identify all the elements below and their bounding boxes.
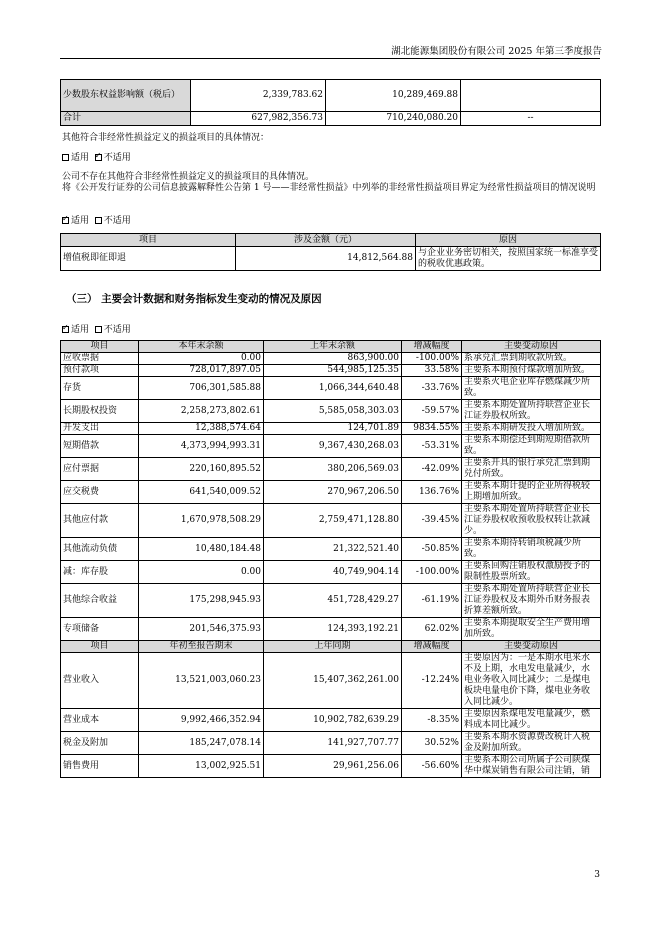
- checkbox-checked-icon[interactable]: [62, 326, 69, 333]
- cell-reason: 主要系本期处置所持联营企业长江证券股权及本期外币财务报表折算差额所致。: [462, 584, 601, 618]
- header-cell: 项目: [61, 641, 139, 653]
- cell-cur: 220,160,895.52: [139, 458, 264, 481]
- table-row: [61, 423, 601, 435]
- cell-chg: -53.31%: [402, 435, 462, 458]
- checkbox-icon[interactable]: [95, 326, 102, 333]
- cell-item: 增值税即征即退: [61, 247, 236, 271]
- table-row: [61, 377, 601, 400]
- cell-chg: 136.76%: [402, 481, 462, 504]
- cell-cur: 2,258,273,802.61: [139, 400, 264, 423]
- cell-prev: 2,759,471,128.80: [264, 504, 402, 538]
- cell-prev: 270,967,206.50: [264, 481, 402, 504]
- cell-note: --: [461, 112, 601, 126]
- cell-prev: 544,985,125.35: [264, 365, 402, 377]
- cell-chg: 33.58%: [402, 365, 462, 377]
- option-row: [62, 322, 131, 335]
- cell-prev: 124,393,192.21: [264, 618, 402, 641]
- cell-cur: 13,002,925.51: [139, 755, 264, 778]
- cell-cur: 0.00: [139, 353, 264, 365]
- cell-item: 税金及附加: [61, 732, 139, 755]
- checkbox-icon[interactable]: [95, 217, 102, 224]
- cell-ytd: 10,289,469.88: [326, 80, 461, 112]
- header-cell: 增减幅度: [402, 641, 462, 653]
- table-header-row: [61, 341, 601, 353]
- table-row: [61, 353, 601, 365]
- cell-chg: -39.45%: [402, 504, 462, 538]
- cell-item: 减：库存股: [61, 561, 139, 584]
- cell-reason: 主要系开具的银行承兑汇票到期兑付所致。: [462, 458, 601, 481]
- table-header-row: [61, 234, 601, 247]
- row-label: 少数股东权益影响额（税后）: [61, 80, 191, 112]
- cell-prev: 10,902,782,639.29: [264, 709, 402, 732]
- page-number: 3: [594, 870, 600, 880]
- cell-prev: 863,900.00: [264, 353, 402, 365]
- cell-chg: -61.19%: [402, 584, 462, 618]
- header-cell: 项目: [61, 341, 139, 353]
- table-row: [61, 709, 601, 732]
- table-row: [61, 458, 601, 481]
- cell-item: 应付票据: [61, 458, 139, 481]
- cell-reason: 与企业业务密切相关，按照国家统一标准享受的税收优惠政策。: [416, 247, 601, 271]
- cell-prev: 29,961,256.06: [264, 755, 402, 778]
- cell-cur: 12,388,574.64: [139, 423, 264, 435]
- cell-prev: 451,728,429.27: [264, 584, 402, 618]
- cell-chg: -33.76%: [402, 377, 462, 400]
- recurring-items-table: [60, 233, 601, 271]
- checkbox-icon[interactable]: [62, 154, 69, 161]
- no-other-items-text: 公司不存在其他符合非经常性损益定义的损益项目的具体情况。: [62, 172, 315, 182]
- table-row: [61, 618, 601, 641]
- cell-reason: 主要系本期处置所持联营企业长江证券股权所致。: [462, 400, 601, 423]
- cell-chg: -100.00%: [402, 561, 462, 584]
- cell-item: 开发支出: [61, 423, 139, 435]
- header-cell: 原因: [416, 234, 601, 247]
- non-recurring-table-tail: [60, 79, 601, 126]
- option-label: 适用: [71, 216, 90, 226]
- cell-prev: 380,206,569.03: [264, 458, 402, 481]
- cell-reason: 主要系本期公司所属子公司陕煤华中煤炭销售有限公司注销，销: [462, 755, 601, 778]
- cell-chg: 9834.55%: [402, 423, 462, 435]
- cell-item: 应收票据: [61, 353, 139, 365]
- cell-reason: 主要系火电企业库存燃煤减少所致。: [462, 377, 601, 400]
- header-cell: 主要变动原因: [462, 641, 601, 653]
- cell-current: 627,982,356.73: [191, 112, 326, 126]
- cell-cur: 4,373,994,993.31: [139, 435, 264, 458]
- cell-reason: 系承兑汇票到期收款所致。: [462, 353, 601, 365]
- header-rule: [60, 58, 600, 59]
- header-cell: 年初至报告期末: [139, 641, 264, 653]
- cell-item: 存货: [61, 377, 139, 400]
- cell-reason: 主要系本期处置所持联营企业长江证券股权收预收股权转让款减少。: [462, 504, 601, 538]
- cell-reason: 主要系本期偿还到期短期借款所致。: [462, 435, 601, 458]
- table-row: [61, 504, 601, 538]
- option-label: 不适用: [103, 325, 131, 335]
- cell-prev: 15,407,362,261.00: [264, 653, 402, 709]
- row-label: 合计: [61, 112, 191, 126]
- cell-cur: 641,540,009.52: [139, 481, 264, 504]
- checkbox-checked-icon[interactable]: [62, 217, 69, 224]
- option-label: 不适用: [103, 216, 131, 226]
- table-row: [61, 538, 601, 561]
- cell-item: 短期借款: [61, 435, 139, 458]
- table-row: [61, 112, 601, 126]
- cell-cur: 1,670,978,508.29: [139, 504, 264, 538]
- table-header-row: [61, 641, 601, 653]
- cell-cur: 185,247,078.14: [139, 732, 264, 755]
- cell-chg: -100.00%: [402, 353, 462, 365]
- cell-reason: 主要系本期待转销项税减少所致。: [462, 538, 601, 561]
- cell-reason: 主要系本期水资源费改税计入税金及附加所致。: [462, 732, 601, 755]
- table-row: [61, 653, 601, 709]
- cell-prev: 141,927,707.77: [264, 732, 402, 755]
- cell-current: 2,339,783.62: [191, 80, 326, 112]
- other-items-title: 其他符合非经常性损益定义的损益项目的具体情况：: [62, 133, 270, 143]
- cell-cur: 728,017,897.05: [139, 365, 264, 377]
- cell-prev: 124,701.89: [264, 423, 402, 435]
- cell-prev: 21,322,521.40: [264, 538, 402, 561]
- cell-chg: -56.60%: [402, 755, 462, 778]
- header-cell: 项目: [61, 234, 236, 247]
- header-cell: 上年末余额: [264, 341, 402, 353]
- cell-item: 其他应付款: [61, 504, 139, 538]
- option-label: 适用: [71, 153, 90, 163]
- cell-prev: 5,585,058,303.03: [264, 400, 402, 423]
- cell-item: 长期股权投资: [61, 400, 139, 423]
- cell-ytd: 710,240,080.20: [326, 112, 461, 126]
- cell-chg: -8.35%: [402, 709, 462, 732]
- page-header: 湖北能源集团股份有限公司 2025 年第三季度报告: [391, 46, 602, 57]
- cell-item: 其他综合收益: [61, 584, 139, 618]
- header-cell: 主要变动原因: [462, 341, 601, 353]
- header-cell: 上年同期: [264, 641, 402, 653]
- table-row: [61, 435, 601, 458]
- cell-item: 其他流动负债: [61, 538, 139, 561]
- cell-item: 专项储备: [61, 618, 139, 641]
- option-label: 适用: [71, 325, 90, 335]
- cell-cur: 13,521,003,060.23: [139, 653, 264, 709]
- cell-cur: 9,992,466,352.94: [139, 709, 264, 732]
- cell-item: 营业成本: [61, 709, 139, 732]
- table-row: [61, 400, 601, 423]
- table-row: [61, 365, 601, 377]
- cell-cur: 201,546,375.93: [139, 618, 264, 641]
- cell-reason: 主要原因系煤电发电量减少，燃料成本同比减少。: [462, 709, 601, 732]
- cell-item: 预付款项: [61, 365, 139, 377]
- option-row: [62, 150, 131, 163]
- cell-reason: 主要原因为：一是本期水电来水不及上期，水电发电量减少，水电业务收入同比减少；二是煤电板块电量电价下降，煤电业务收入同比减少。: [462, 653, 601, 709]
- cell-cur: 175,298,945.93: [139, 584, 264, 618]
- option-row: [62, 213, 131, 226]
- cell-chg: -50.85%: [402, 538, 462, 561]
- cell-chg: -42.09%: [402, 458, 462, 481]
- cell-note: [461, 80, 601, 112]
- cell-amount: 14,812,564.88: [236, 247, 416, 271]
- cell-reason: 主要系本期研发投入增加所致。: [462, 423, 601, 435]
- reclass-note: 将《公开发行证券的公司信息披露解释性公告第 1 号——非经常性损益》中列举的非经常性损益项目界定为经常性损益项目的情况说明: [62, 183, 596, 193]
- cell-reason: 主要系本期计提的企业所得税较上期增加所致。: [462, 481, 601, 504]
- cell-prev: 40,749,904.14: [264, 561, 402, 584]
- table-row: [61, 80, 601, 112]
- cell-chg: 62.02%: [402, 618, 462, 641]
- section-title: （三） 主要会计数据和财务指标发生变动的情况及原因: [66, 293, 322, 305]
- cell-chg: -59.57%: [402, 400, 462, 423]
- option-label: 不适用: [103, 153, 131, 163]
- changes-table: [60, 340, 601, 778]
- cell-item: 应交税费: [61, 481, 139, 504]
- table-row: [61, 247, 601, 271]
- cell-chg: 30.52%: [402, 732, 462, 755]
- cell-item: 销售费用: [61, 755, 139, 778]
- table-row: [61, 755, 601, 778]
- checkbox-checked-icon[interactable]: [95, 154, 102, 161]
- cell-item: 营业收入: [61, 653, 139, 709]
- cell-reason: 主要系回购注销股权激励授予的限制性股票所致。: [462, 561, 601, 584]
- table-row: [61, 561, 601, 584]
- table-row: [61, 481, 601, 504]
- cell-prev: 1,066,344,640.48: [264, 377, 402, 400]
- cell-cur: 706,301,585.88: [139, 377, 264, 400]
- header-cell: 增减幅度: [402, 341, 462, 353]
- header-cell: 本年末余额: [139, 341, 264, 353]
- cell-cur: 0.00: [139, 561, 264, 584]
- cell-reason: 主要系本期提取安全生产费用增加所致。: [462, 618, 601, 641]
- table-row: [61, 584, 601, 618]
- cell-cur: 10,480,184.48: [139, 538, 264, 561]
- cell-prev: 9,367,430,268.03: [264, 435, 402, 458]
- cell-reason: 主要系本期预付煤款增加所致。: [462, 365, 601, 377]
- cell-chg: -12.24%: [402, 653, 462, 709]
- header-cell: 涉及金额（元）: [236, 234, 416, 247]
- table-row: [61, 732, 601, 755]
